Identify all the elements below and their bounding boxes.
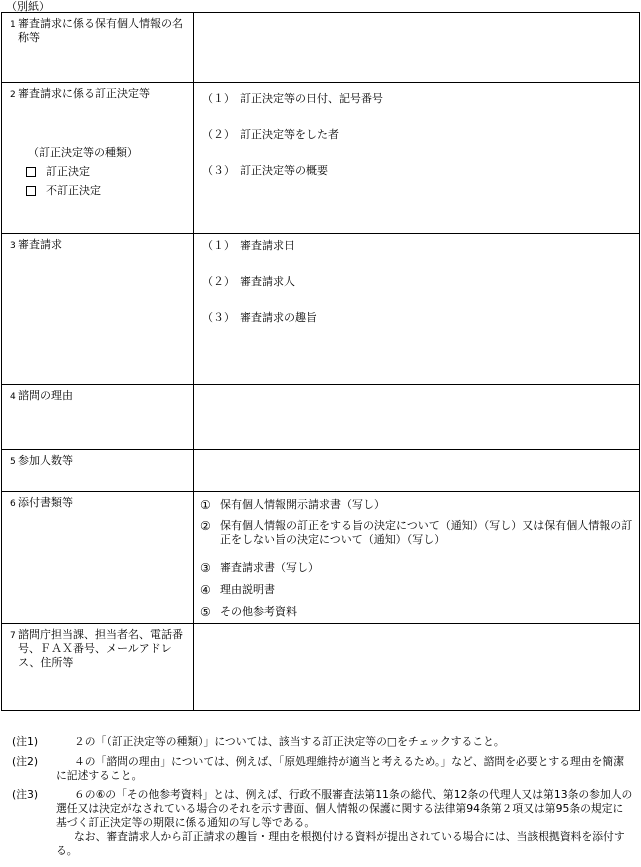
notes-section (12, 735, 634, 864)
row-number: 1 (10, 20, 16, 30)
row-label-correction-decision: 審査請求に係る訂正決定等 (18, 87, 150, 100)
review-sub-3[interactable]: （３） 審査請求の趣旨 (202, 310, 317, 324)
review-sub-1[interactable]: （１） 審査請求日 (202, 239, 295, 252)
row-number: 3 (10, 241, 16, 251)
form-row-6 (2, 492, 640, 624)
note-1: (注1) ２の「（訂正決定等の種類）」については、該当する訂正決定等の□をチェックすること。 (12, 735, 505, 748)
row-number: 2 (10, 90, 16, 100)
decision-sub-2[interactable]: （２） 訂正決定等をした者 (202, 127, 339, 141)
form-row-1 (2, 13, 640, 83)
row-label-contact-info: 諮問庁担当課、担当者名、電話番号、ＦＡＸ番号、メールアドレス、住所等 (18, 628, 183, 669)
decision-types-title: （訂正決定等の種類） (28, 146, 138, 160)
attachment-item: ⑤ その他参考資料 (200, 604, 297, 619)
form-row-3 (2, 234, 640, 385)
row-number: 6 (10, 499, 16, 509)
field-personal-info-name[interactable] (194, 13, 640, 83)
note-3: (注3) ６の⑥の「その他参考資料」とは、例えば、行政不服審査法第11条の総代、第12条の代理人又は第13条の参加人の選任又は決定がなされている場合のそれを示す書面、個人情報の保護に関する法律第94条第２項又は第95条の規定に基づく訂正決定等の期限に係る通知の写し等である。 なお、審査請求人から訂正請求の趣旨・理由を根拠付ける資料が提出されている場合には、当該根拠資料を添付する。 (12, 788, 633, 857)
review-sub-2[interactable]: （２） 審査請求人 (202, 274, 295, 288)
attachment-item: ② 保有個人情報の訂正をする旨の決定について（通知）（写し）又は保有個人情報の訂正をしない旨の決定について（通知）（写し） (200, 519, 633, 546)
checkbox-correction[interactable]: 訂正決定 (26, 165, 189, 179)
row-label-personal-info-name: 審査請求に係る保有個人情報の名称等 (18, 17, 183, 44)
field-contact-info[interactable] (194, 624, 640, 711)
field-participants[interactable] (194, 450, 640, 492)
checkbox-icon[interactable] (26, 186, 36, 196)
note-2: (注2) ４の「諮問の理由」については、例えば、「原処理維持が適当と考えるため。」など、諮問を必要とする理由を簡潔に記述すること。 (12, 754, 624, 782)
form-row-2 (2, 83, 640, 234)
row-label-attachments: 添付書類等 (18, 496, 73, 509)
row-label-inquiry-reason: 諮問の理由 (18, 389, 73, 402)
row-label-review-request: 審査請求 (18, 238, 62, 251)
checkbox-non-correction[interactable]: 不訂正決定 (26, 184, 189, 198)
form-row-5 (2, 450, 640, 492)
review-form-table (1, 12, 640, 711)
row-number: 7 (10, 631, 16, 641)
field-inquiry-reason[interactable] (194, 385, 640, 450)
checkbox-icon[interactable] (26, 167, 36, 177)
row-label-participants: 参加人数等 (18, 454, 73, 467)
row-number: 5 (10, 457, 16, 467)
form-row-4 (2, 385, 640, 450)
page-header: （別紙） (6, 0, 50, 13)
form-row-7 (2, 624, 640, 711)
attachments-list (194, 492, 640, 624)
attachment-item: ③ 審査請求書（写し） (200, 560, 319, 575)
attachment-item: ① 保有個人情報開示請求書（写し） (200, 498, 385, 512)
decision-sub-1[interactable]: （１） 訂正決定等の日付、記号番号 (202, 92, 383, 105)
row-number: 4 (10, 392, 16, 402)
attachment-item: ④ 理由説明書 (200, 582, 275, 597)
decision-sub-3[interactable]: （３） 訂正決定等の概要 (202, 163, 328, 177)
